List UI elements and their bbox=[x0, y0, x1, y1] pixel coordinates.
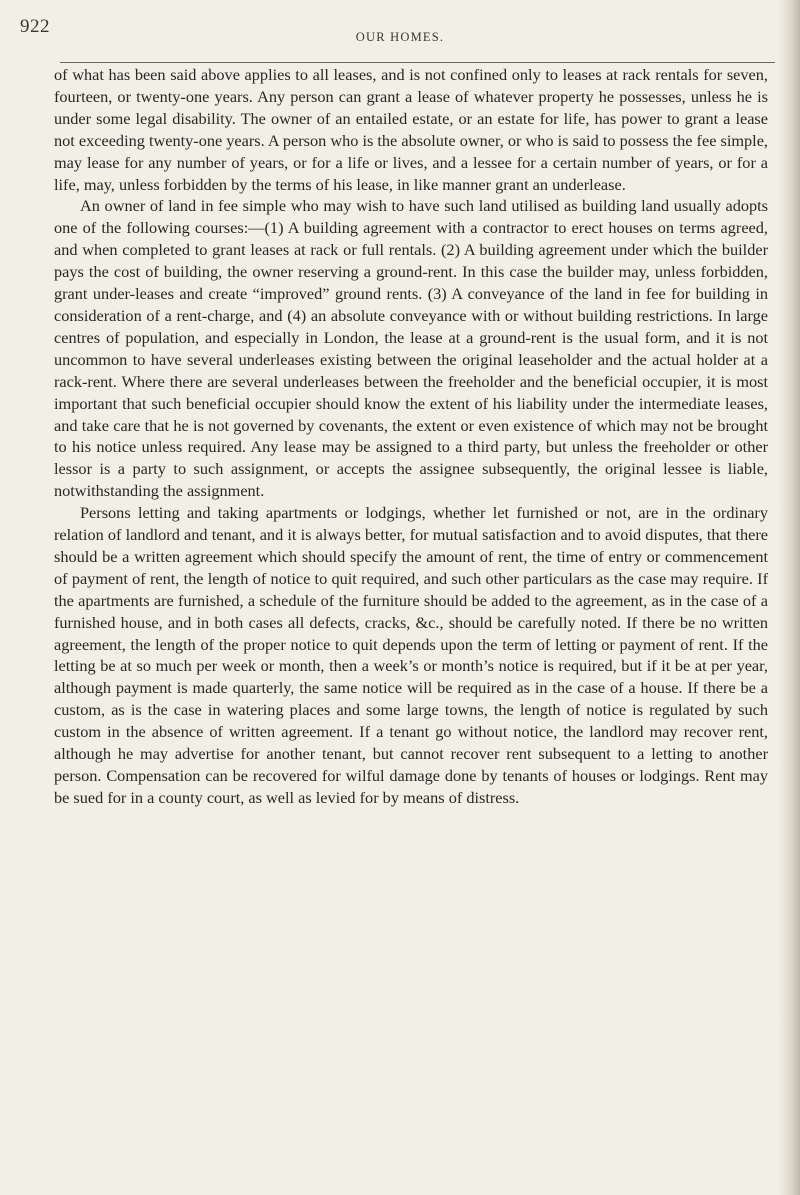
body-text bbox=[54, 64, 768, 809]
paragraph-text: of what has been said above applies to all leases, and is not confined only to leases at rack rentals for seven, fourteen, or twenty-one years. Any person can grant a lease of whatever property he possesses, unless he is under some legal disability. The owner of an entailed estate, or an estate for life, has power to grant a lease not exceeding twenty-one years. A person who is the absolute owner, or who is said to possess the fee simple, may lease for any number of years, or for a life or lives, and a lessee for a certain number of years, or for a life, may, unless forbidden by the terms of his lease, in like manner grant an underlease. bbox=[54, 65, 768, 194]
paragraph-apartments bbox=[54, 502, 768, 809]
paragraph-text: An owner of land in fee simple who may wish to have such land utilised as building land usually adopts one of the following courses:—(1) A building agreement with a contractor to erect houses on terms agreed, and when completed to grant leases at rack or full rentals. (2) A building agreement under which the builder pays the cost of building, the owner reserving a ground-rent. In this case the builder may, unless forbidden, grant under-leases and create “improved” ground rents. (3) A conveyance of the land in fee for building in consideration of a rent-charge, and (4) an absolute conveyance with or without building restrictions. In large centres of population, and especially in London, the lease at a ground-rent is the usual form, and it is not uncommon to have several underleases existing between the original leaseholder and the actual holder at a rack-rent. Where there are several underleases between the freeholder and the beneficial occupier, it is most important that such beneficial occupier should know the extent of his liability under the intermediate leases, and take care that he is not governed by covenants, the extent or even existence of which may not be brought to his notice unless required. Any lease may be assigned to a third party, but unless the freeholder or other lessor is a party to such assignment, or accepts the assignee subsequently, the original lessee is liable, notwithstanding the assignment. bbox=[54, 196, 768, 501]
page-edge-shadow bbox=[778, 0, 800, 1195]
paragraph-building-land bbox=[54, 195, 768, 502]
header-rule bbox=[60, 62, 775, 63]
running-head: OUR HOMES. bbox=[355, 30, 445, 44]
page-number: 922 bbox=[20, 16, 50, 37]
paragraph-text: Persons letting and taking apartments or lodgings, whether let furnished or not, are in the ordinary relation of landlord and tenant, and it is always better, for mutual satisfaction and to avoid disputes, that there should be a written agreement which should specify the amount of rent, the time of entry or commencement of payment of rent, the length of notice to quit required, and such other particulars as the case may require. If the apartments are furnished, a schedule of the furniture should be added to the agreement, as in the case of a furnished house, and in both cases all defects, cracks, &c., should be carefully noted. If there be no written agreement, the length of the proper notice to quit depends upon the term of letting or payment of rent. If the letting be at so much per week or month, then a week’s or month’s notice is required, but if it be at per year, although payment is made quarterly, the same notice will be required as in the case of a house. If there be a custom, as is the case in watering places and some large towns, the length of notice is regulated by such custom in the absence of written agreement. If a tenant go without notice, the landlord may recover rent, although he may advertise for another tenant, but cannot recover rent subsequent to a letting to another person. Compensation can be recovered for wilful damage done by tenants of houses or lodgings. Rent may be sued for in a county court, as well as levied for by means of distress. bbox=[54, 503, 768, 807]
paragraph-leases bbox=[54, 64, 768, 195]
